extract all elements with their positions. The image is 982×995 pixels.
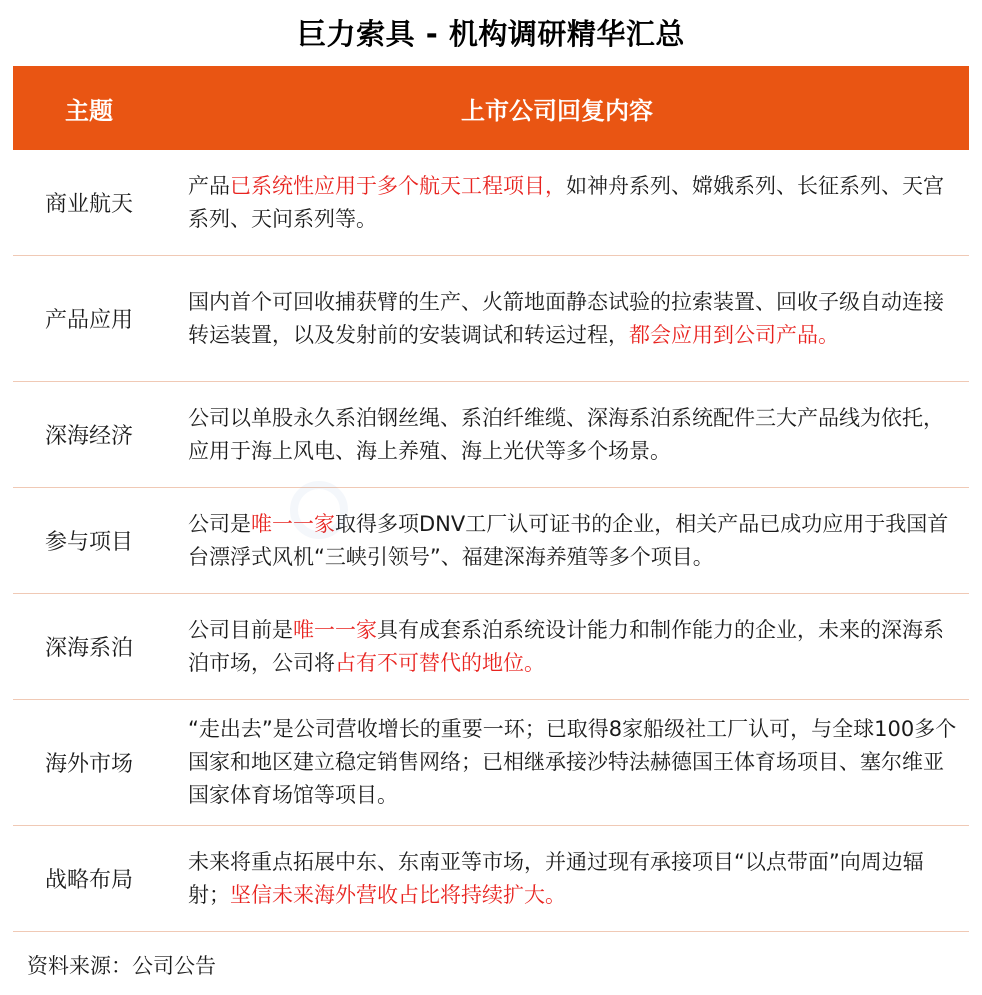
header-content: 上市公司回复内容: [461, 96, 653, 125]
table-body: [13, 150, 969, 932]
row-topic: 产品应用: [44, 308, 133, 333]
table-row: [13, 256, 969, 382]
table-header: [13, 66, 969, 150]
highlighted-text: 已系统性应用于多个航天工程项目，: [230, 173, 566, 198]
highlighted-text: 占有不可替代的地位。: [335, 650, 545, 675]
highlighted-text: 都会应用到公司产品。: [629, 322, 839, 347]
row-content: [165, 286, 969, 352]
content-text: 取得多项DNV工厂认可证书的企业，相关产品已成功应用于我国首台漂浮式风机“三峡引领号”、福建深海养殖等多个项目。: [188, 511, 949, 569]
table-row: [13, 488, 969, 594]
content-text: “走出去”是公司营收增长的重要一环；已取得8家船级社工厂认可，与全球100多个国家和地区建立稳定销售网络；已相继承接沙特法赫德国王体育场项目、塞尔维亚国家体育场馆等项目。: [188, 717, 957, 807]
content-text: 产品: [188, 173, 230, 198]
table-row: [13, 594, 969, 700]
table-row: [13, 382, 969, 488]
table-row: [13, 150, 969, 256]
row-topic: 深海系泊: [44, 636, 133, 661]
content-text: 未来将重点拓展中东、东南亚等市场，并通过现有承接项目“以点带面”向周边辐射；: [188, 849, 924, 907]
row-content: [165, 508, 969, 574]
content-text: 国内首个可回收捕获臂的生产、火箭地面静态试验的拉索装置、回收子级自动连接转运装置，以及发射前的安装调试和转运过程，: [188, 289, 944, 347]
table-row: [13, 700, 969, 826]
row-content: [165, 170, 969, 236]
table-row: [13, 826, 969, 932]
row-topic: 深海经济: [44, 424, 133, 449]
page-title: 巨力索具 - 机构调研精华汇总: [297, 17, 685, 51]
row-topic: 海外市场: [44, 752, 133, 777]
content-text: 公司目前是: [188, 617, 293, 642]
row-topic: 参与项目: [44, 530, 133, 555]
content-text: 公司以单股永久系泊钢丝绳、系泊纤维缆、深海系泊系统配件三大产品线为依托，应用于海上风电、海上养殖、海上光伏等多个场景。: [188, 405, 944, 463]
row-content: [165, 713, 969, 812]
content-text: 如神舟系列、嫦娥系列、长征系列、天宫系列、天问系列等。: [188, 173, 944, 231]
highlighted-text: 坚信未来海外营收占比将持续扩大。: [230, 882, 566, 907]
row-topic: 商业航天: [44, 192, 133, 217]
highlighted-text: 唯一一家: [293, 617, 377, 642]
summary-table: [13, 66, 969, 932]
row-content: [165, 614, 969, 680]
row-content: [165, 402, 969, 468]
row-content: [165, 846, 969, 912]
row-topic: 战略布局: [44, 868, 133, 893]
source-note: 资料来源：公司公告: [27, 954, 216, 978]
highlighted-text: 唯一一家: [251, 511, 335, 536]
header-topic: 主题: [65, 96, 113, 125]
content-text: 公司是: [188, 511, 251, 536]
content-text: 具有成套系泊系统设计能力和制作能力的企业，未来的深海系泊市场，公司将: [188, 617, 944, 675]
